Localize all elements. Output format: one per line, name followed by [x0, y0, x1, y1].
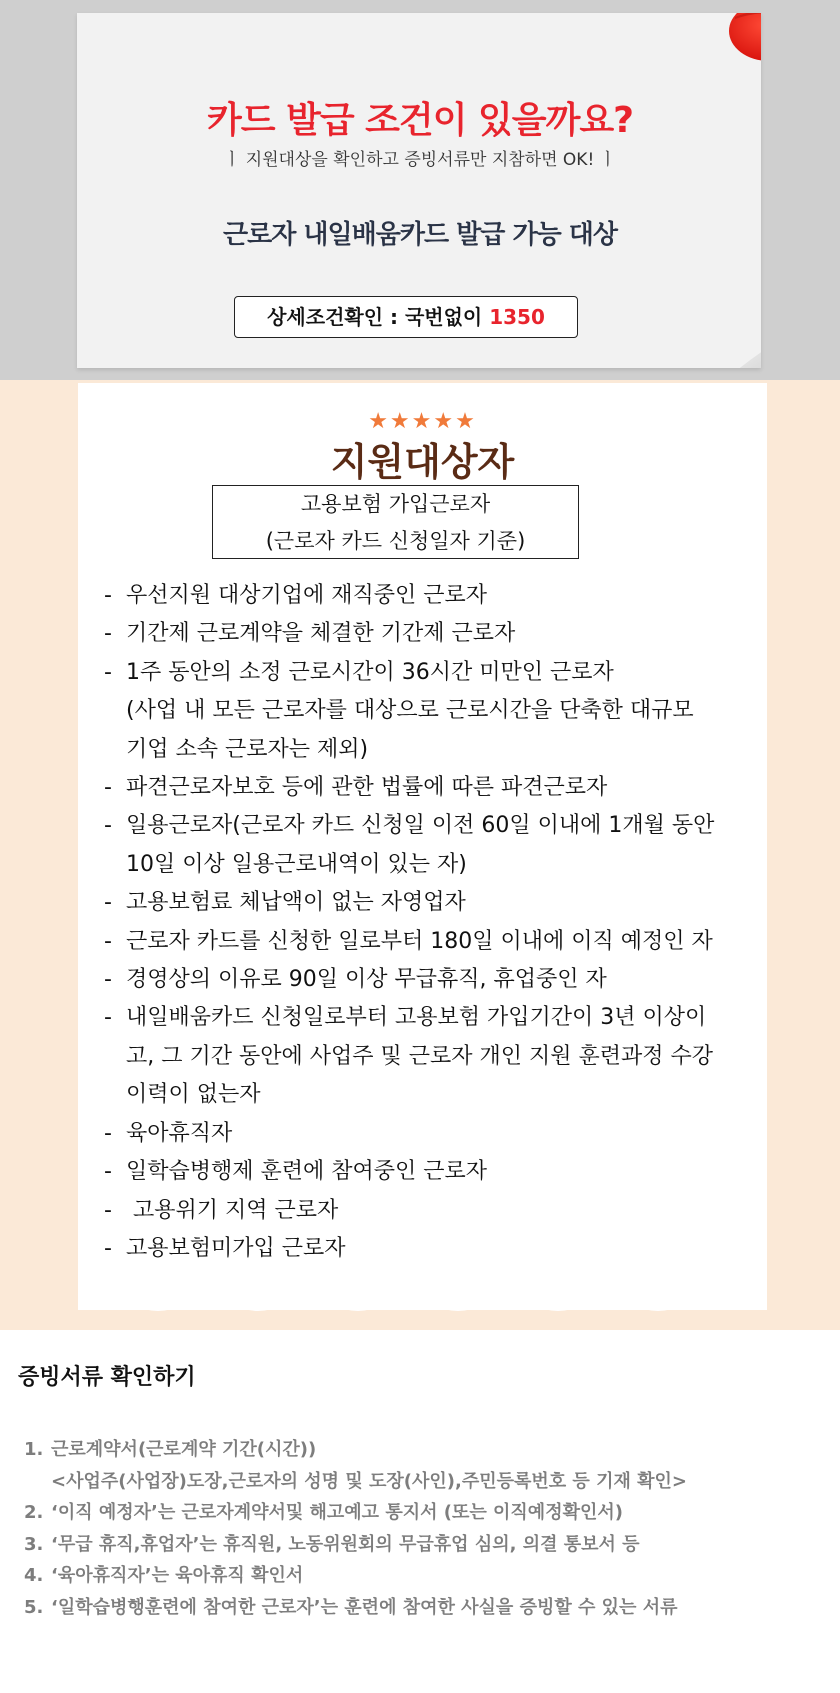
document-text: ‘이직 예정자’는 근로자계약서및 해고예고 통지서 (또는 이직예정확인서) [51, 1502, 623, 1523]
pushpin-icon [721, 13, 761, 65]
documents-list [24, 1434, 687, 1623]
list-item [104, 769, 754, 807]
document-item [24, 1529, 687, 1561]
list-item-text: 1주 동안의 소정 근로시간이 36시간 미만인 근로자 [126, 659, 614, 685]
list-dash: - [104, 1005, 112, 1031]
list-dash: - [104, 928, 112, 954]
list-item [104, 961, 754, 999]
document-item [24, 1497, 687, 1529]
top-banner [0, 0, 840, 380]
list-item [104, 999, 754, 1114]
document-number: 2. [24, 1502, 44, 1523]
document-text: ‘무급 휴직,휴업자’는 휴직원, 노동위원회의 무급휴업 심의, 의결 통보서 등 [51, 1533, 640, 1555]
list-dash: - [104, 1197, 112, 1223]
list-item-text: 고용보험료 체납액이 없는 자영업자 [126, 890, 466, 916]
list-item [104, 923, 754, 961]
documents-title: 증빙서류 확인하기 [18, 1365, 196, 1390]
list-item-text: 근로자 카드를 신청한 일로부터 180일 이내에 이직 예정인 자 [126, 928, 713, 954]
documents-section [0, 1330, 840, 1693]
list-dash: - [104, 1235, 112, 1261]
document-item [24, 1434, 687, 1497]
document-number: 3. [24, 1533, 44, 1555]
list-dash: - [104, 1159, 112, 1185]
list-item [104, 807, 754, 884]
page-curl-icon [719, 315, 761, 368]
document-number: 1. [24, 1439, 44, 1460]
list-item [104, 577, 754, 615]
detail-label: 상세조건확인 : 국번없이 [267, 305, 490, 329]
eligibility-line-1: 고용보험 가입근로자 [300, 492, 491, 516]
list-item-text: 우선지원 대상기업에 재직중인 근로자 [126, 583, 488, 608]
document-number: 4. [24, 1565, 44, 1586]
banner-headline: 카드 발급 조건이 있을까요? [206, 100, 634, 141]
list-item-text: 일용근로자(근로자 카드 신청일 이전 60일 이내에 1개월 동안 [126, 813, 715, 839]
document-text: 근로계약서(근로계약 기간(시간)) [51, 1439, 317, 1460]
rating-stars-icon: ★★★★★ [368, 409, 477, 434]
list-item [104, 615, 754, 653]
list-item-continuation: 10일 이상 일용근로내역이 있는 자) [126, 851, 467, 877]
list-dash: - [104, 775, 112, 801]
support-target-list [104, 577, 754, 1268]
list-item [104, 1153, 754, 1191]
support-section [0, 380, 840, 1330]
list-item-continuation: 이력이 없는자 [126, 1082, 261, 1108]
document-continuation: <사업주(사업장)도장,근로자의 성명 및 도장(사인),주민등록번호 등 기재 확인> [51, 1470, 687, 1492]
list-item [104, 884, 754, 922]
list-item-text: 육아휴직자 [126, 1120, 233, 1146]
list-item-continuation: (사업 내 모든 근로자를 대상으로 근로시간을 단축한 대규모 [126, 698, 694, 724]
list-dash: - [104, 1120, 112, 1146]
detail-check-button[interactable] [234, 296, 578, 338]
hotline-number[interactable]: 1350 [489, 305, 545, 329]
list-dash: - [104, 813, 112, 839]
list-item [104, 1115, 754, 1153]
list-item [104, 1230, 754, 1268]
support-title: 지원대상자 [330, 440, 515, 484]
list-item-text: 고용위기 지역 근로자 [126, 1197, 339, 1223]
eligibility-line-2: (근로자 카드 신청일자 기준) [265, 529, 526, 553]
banner-subtitle: ㅣ 지원대상을 확인하고 증빙서류만 지참하면 OK! ㅣ [223, 150, 617, 170]
list-dash: - [104, 583, 112, 608]
document-number: 5. [24, 1596, 44, 1618]
document-text: ‘육아휴직자’는 육아휴직 확인서 [51, 1565, 304, 1586]
list-item [104, 1192, 754, 1230]
support-card [78, 383, 767, 1310]
document-text: ‘일학습병행훈련에 참여한 근로자’는 훈련에 참여한 사실을 증빙할 수 있는 서류 [51, 1596, 678, 1618]
list-item-continuation: 기업 소속 근로자는 제외) [126, 736, 369, 762]
eligibility-box [212, 485, 579, 559]
list-item-continuation: 고, 그 기간 동안에 사업주 및 근로자 개인 지원 훈련과정 수강 [126, 1043, 713, 1069]
list-dash: - [104, 659, 112, 685]
document-item [24, 1592, 687, 1624]
list-item-text: 일학습병행제 훈련에 참여중인 근로자 [126, 1159, 488, 1185]
target-title: 근로자 내일배움카드 발급 가능 대상 [223, 220, 617, 250]
list-item-text: 파견근로자보호 등에 관한 법률에 따른 파견근로자 [126, 775, 608, 801]
list-item-text: 경영상의 이유로 90일 이상 무급휴직, 휴업중인 자 [126, 967, 607, 993]
list-dash: - [104, 890, 112, 916]
document-item [24, 1560, 687, 1592]
list-dash: - [104, 621, 112, 647]
list-item-text: 고용보험미가입 근로자 [126, 1235, 346, 1261]
list-item-text: 기간제 근로계약을 체결한 기간제 근로자 [126, 621, 516, 647]
wavy-edge [78, 1290, 767, 1320]
list-item [104, 654, 754, 769]
list-item-text: 내일배움카드 신청일로부터 고용보험 가입기간이 3년 이상이 [126, 1005, 707, 1031]
list-dash: - [104, 967, 112, 993]
